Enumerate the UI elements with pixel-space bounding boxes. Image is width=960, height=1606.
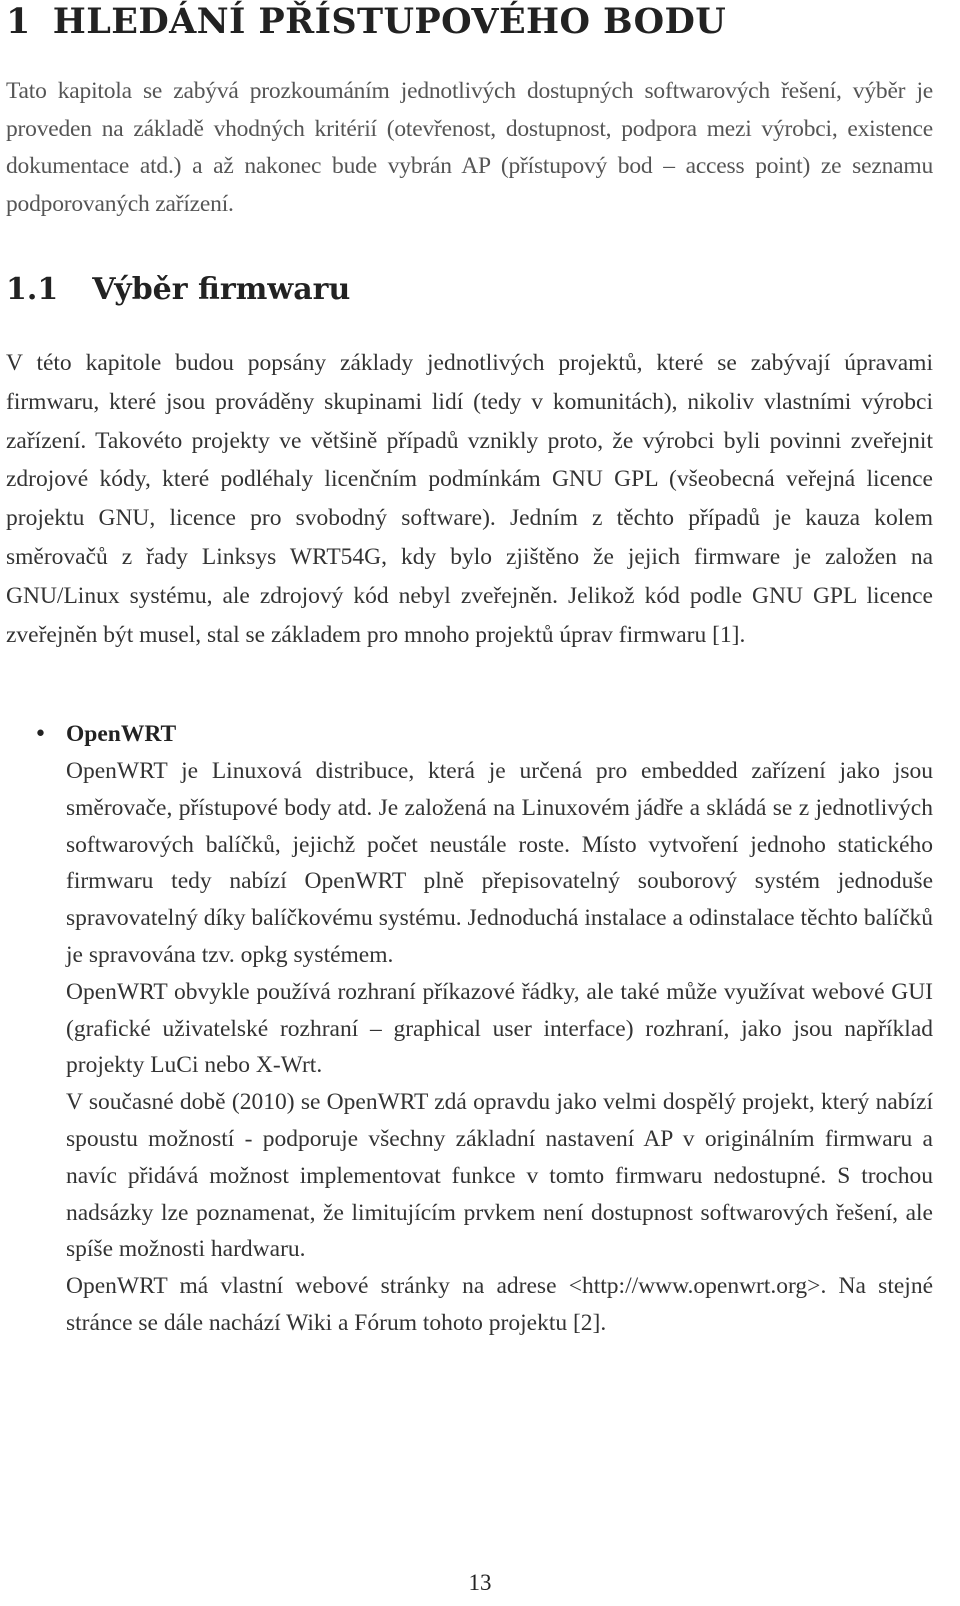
list-item-title: OpenWRT [66, 721, 177, 747]
list-item-openwrt [6, 715, 933, 1342]
section-paragraph: V této kapitole budou popsány základy jednotlivých projektů, které se zabývají úpravami firmwaru, které jsou prováděny skupinami lidí (tedy v komunitách), nikoliv vlastními výrobci zařízení. Takovéto projekty ve většině případů vznikly proto, že výrobci byli povinni zveřejnit zdrojové kódy, které podléhaly licenčním podmínkám GNU GPL (všeobecná veřejná licence projektu GNU, licence pro svobodný software). Jedním z těchto případů je kauza kolem směrovačů z řady Linksys WRT54G, kdy bylo zjištěno že jejich firmware je založen na GNU/Linux systému, ale zdrojový kód nebyl zveřejněn. Jelikož kód podle GNU GPL licence zveřejněn být musel, stal se základem pro mnoho projektů úprav firmwaru [1]. [6, 350, 933, 648]
projects-list [6, 715, 933, 1342]
section-title-text: Výběr firmwaru [92, 272, 351, 307]
list-item-paragraph: OpenWRT obvykle používá rozhraní příkazové řádky, ale také může využívat webové GUI (grafické uživatelské rozhraní – graphical user interface) rozhraní, jako jsou například projekty LuCi nebo X-Wrt. [66, 978, 933, 1079]
section-number: 1.1 [6, 272, 59, 307]
list-item-paragraph: V současné době (2010) se OpenWRT zdá opravdu jako velmi dospělý projekt, který nabízí spoustu možností - podporuje všechny základní nastavení AP v originálním firmwaru a navíc přidává možnost implementovat funkce v tomto firmwaru nedostupné. S trochou nadsázky lze poznamenat, že limitujícím prvkem není dostupnost softwarových řešení, ale spíše možnosti hardwaru. [66, 1089, 933, 1263]
chapter-intro-paragraph: Tato kapitola se zabývá prozkoumáním jednotlivých dostupných softwarových řešení, výběr je proveden na základě vhodných kritérií (otevřenost, dostupnost, podpora mezi výrobci, existence dokumentace atd.) a až nakonec bude vybrán AP (přístupový bod – access point) ze seznamu podporovaných zařízení. [6, 78, 933, 217]
chapter-title [6, 0, 726, 44]
chapter-title-text: HLEDÁNÍ PŘÍSTUPOVÉHO BODU [52, 1, 727, 42]
page-number: 13 [468, 1570, 492, 1595]
chapter-number: 1 [6, 1, 31, 42]
bullet-icon: • [34, 722, 47, 747]
list-item-paragraph: OpenWRT má vlastní webové stránky na adrese <http://www.openwrt.org>. Na stejné stránce se dále nachází Wiki a Fórum tohoto projektu [2]. [66, 1273, 933, 1336]
list-item-paragraph: OpenWRT je Linuxová distribuce, která je určená pro embedded zařízení jako jsou směrovače, přístupové body atd. Je založená na Linuxovém jádře a skládá se z jednotlivých softwarových balíčků, jejichž počet neustále roste. Místo vytvoření jednoho statického firmwaru tedy nabízí OpenWRT plně přepisovatelný souborový systém jednoduše spravovatelný díky balíčkovému systému. Jednoduchá instalace a odinstalace těchto balíčků je spravována tzv. opkg systémem. [66, 758, 933, 968]
section-title [6, 270, 350, 310]
